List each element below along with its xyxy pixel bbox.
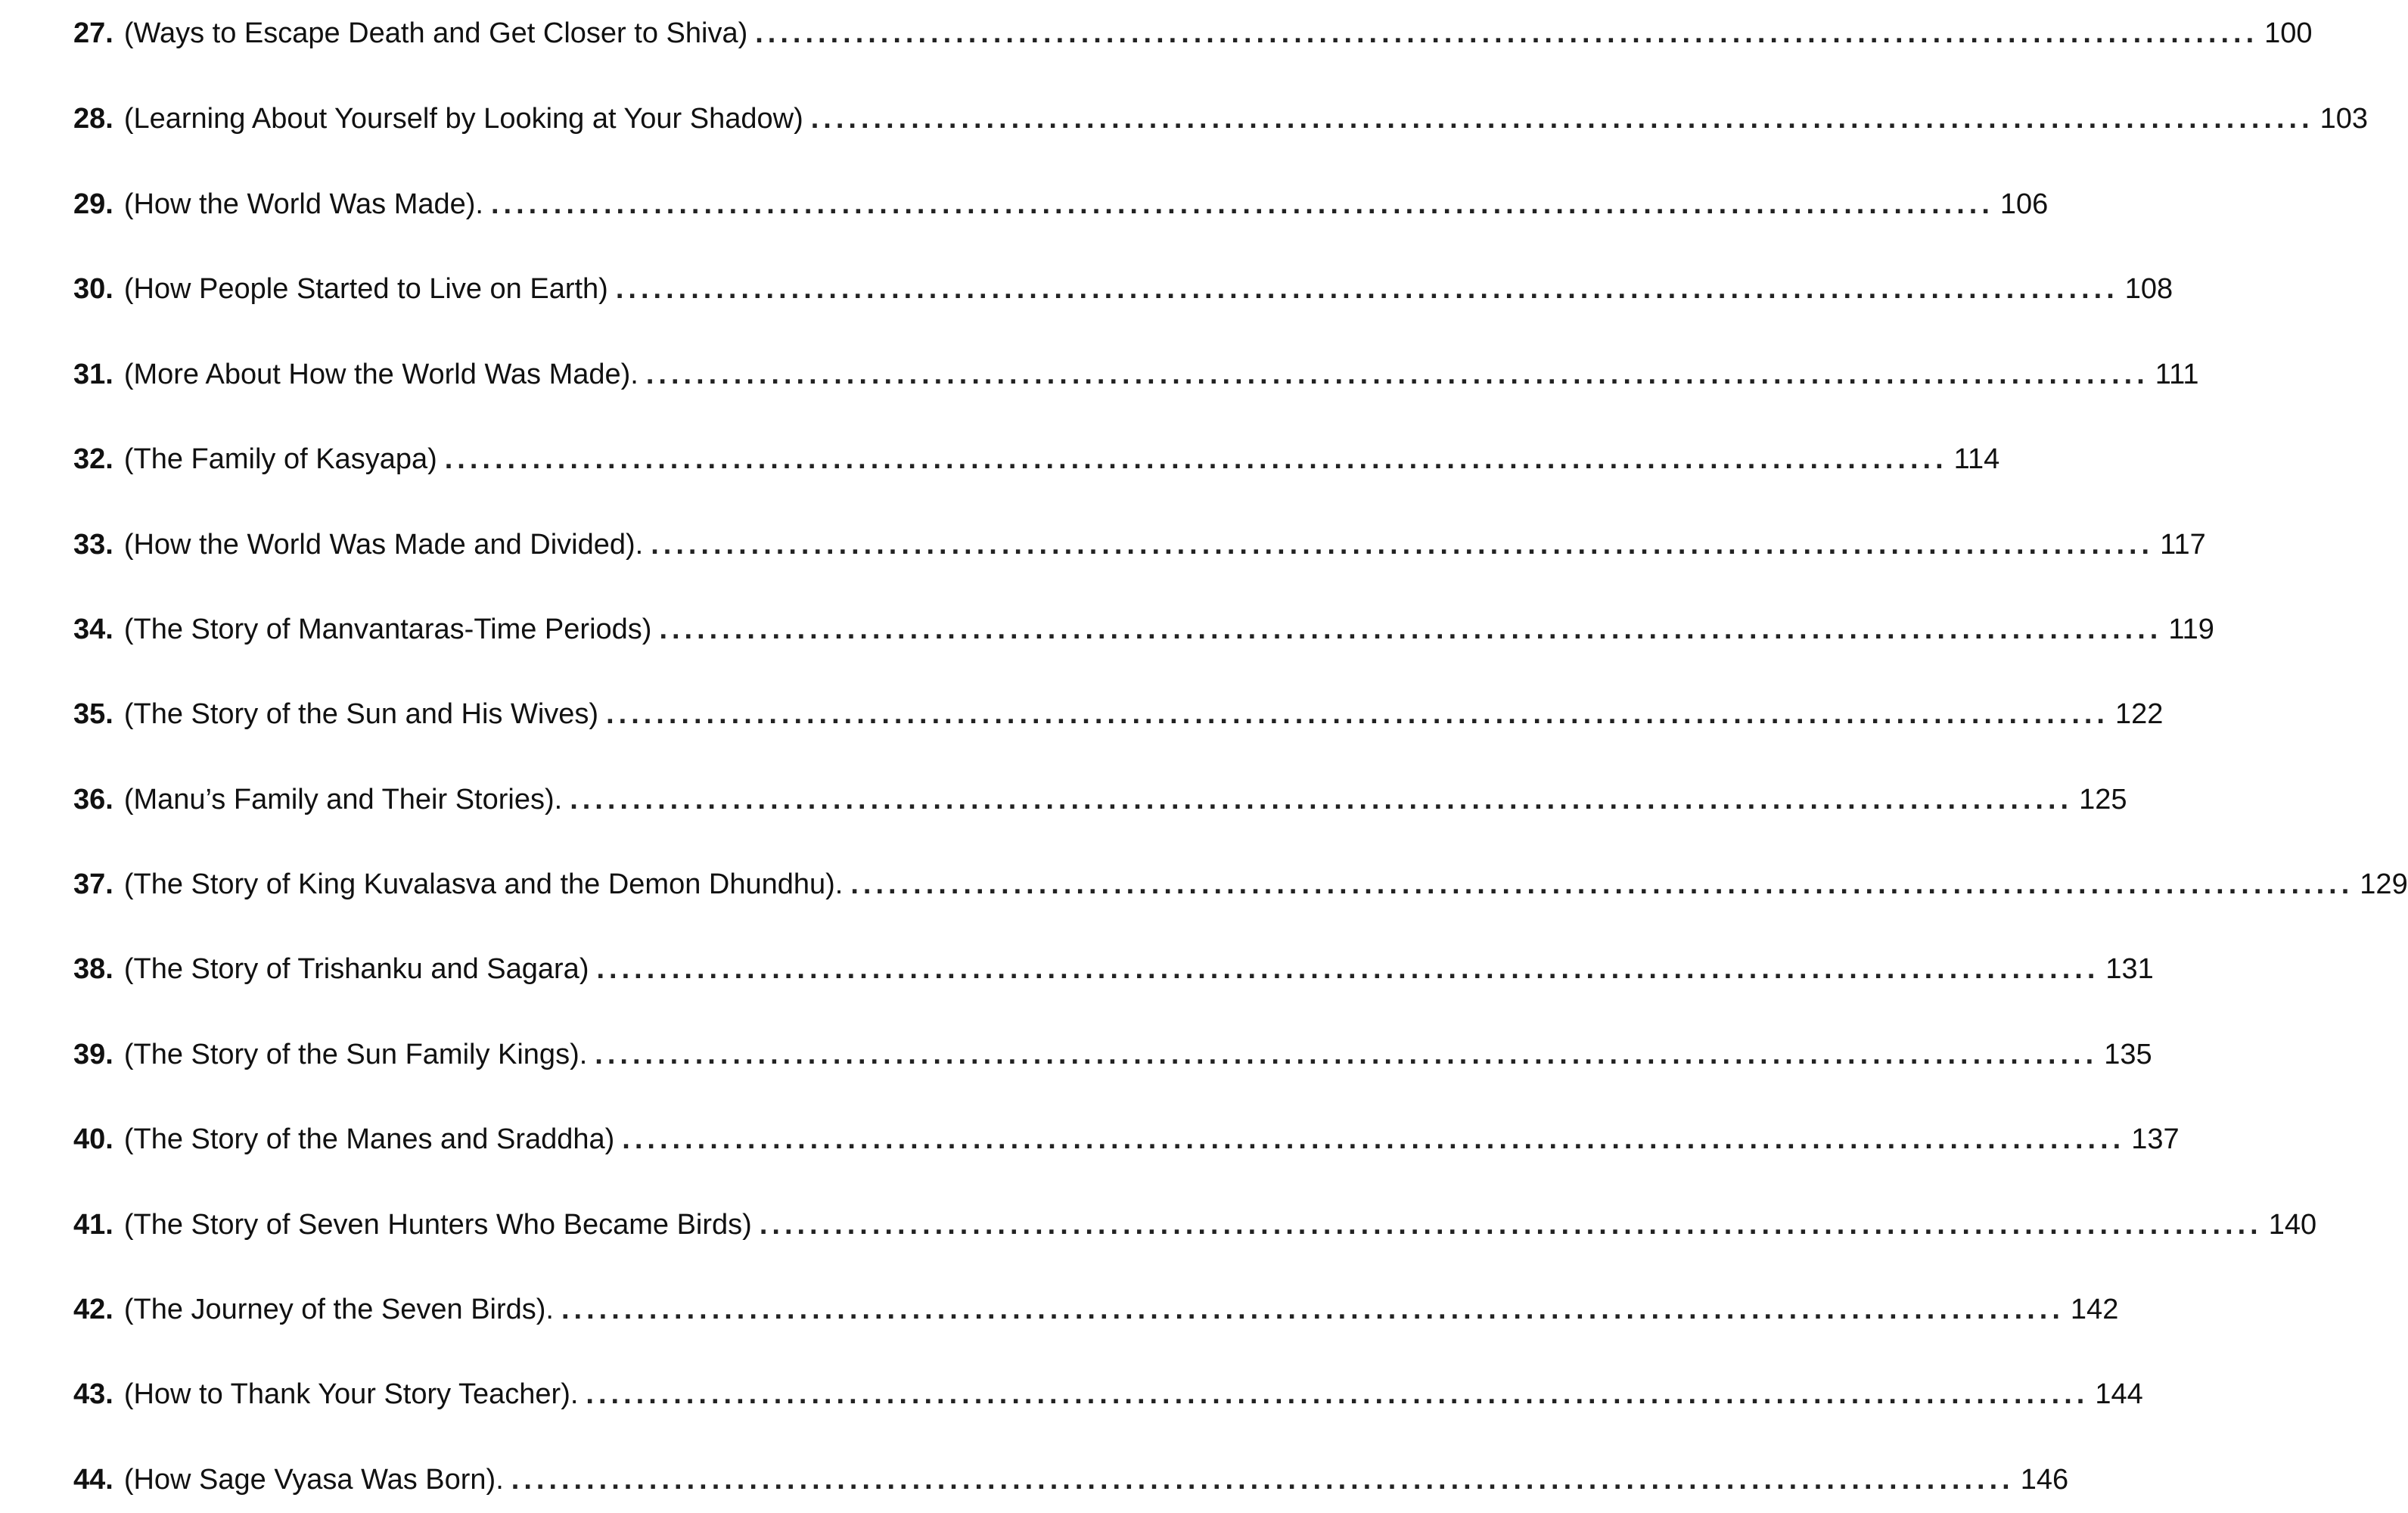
dot-leader: ........................................................................................................................ [444,443,1948,475]
entry-title: (The Story of the Manes and Sraddha) [123,1123,615,1155]
toc-entry [73,352,2199,397]
dot-leader: ........................................................................................................................ [490,188,1994,220]
entry-page-number: 111 [2155,359,2199,390]
entry-page-number: 137 [2131,1123,2180,1155]
entry-title: (The Story of Trishanku and Sagara) [123,953,589,985]
toc-entry [73,96,2369,141]
entry-page-number: 129 [2360,868,2408,900]
entry-page-number: 103 [2319,103,2369,135]
entry-number: 42. [73,1294,113,1325]
entry-page-number: 135 [2104,1039,2152,1070]
entry-number: 28. [73,103,113,135]
entry-page-number: 144 [2095,1378,2143,1410]
entry-number: 38. [73,953,113,985]
dot-leader: ........................................................................................................................ [561,1294,2065,1325]
entry-number: 27. [73,17,113,49]
toc-entry [73,1372,2143,1417]
entry-title: (How the World Was Made). [123,188,483,220]
entry-page-number: 100 [2264,17,2313,49]
entry-page-number: 131 [2105,953,2154,985]
entry-title: (The Story of the Sun Family Kings). [123,1039,588,1070]
toc-entry [73,437,2000,482]
entry-title: (The Story of Seven Hunters Who Became Birds) [123,1209,752,1241]
toc-entry [73,777,2127,822]
dot-leader: ........................................................................................................................ [570,784,2074,816]
entry-title: (The Story of Manvantaras-Time Periods) [123,614,652,645]
entry-number: 36. [73,784,113,816]
entry-number: 29. [73,188,113,220]
entry-title: (How to Thank Your Story Teacher). [123,1378,579,1410]
entry-number: 44. [73,1464,113,1496]
dot-leader: ........................................................................................................................ [759,1209,2263,1241]
entry-title: (The Family of Kasyapa) [123,443,437,475]
toc-entry [73,1032,2152,1077]
entry-number: 35. [73,698,113,730]
toc-entry [73,1117,2180,1162]
toc-entry [73,691,2164,737]
dot-leader: ........................................................................................................................ [645,359,2149,390]
entry-page-number: 122 [2115,698,2164,730]
dot-leader: ........................................................................................................................ [659,614,2163,645]
entry-page-number: 108 [2124,273,2173,305]
dot-leader: ........................................................................................................................ [810,103,2314,135]
dot-leader: ........................................................................................................................ [755,17,2259,49]
dot-leader: ........................................................................................................................ [606,698,2109,730]
entry-title: (How Sage Vyasa Was Born). [123,1464,504,1496]
entry-title: (The Story of the Sun and His Wives) [123,698,599,730]
entry-page-number: 140 [2268,1209,2317,1241]
entry-number: 31. [73,359,113,390]
entry-number: 32. [73,443,113,475]
entry-number: 34. [73,614,113,645]
entry-page-number: 114 [1953,443,2000,475]
dot-leader: ........................................................................................................................ [622,1123,2126,1155]
dot-leader: ........................................................................................................................ [651,529,2155,561]
entry-number: 37. [73,868,113,900]
entry-number: 40. [73,1123,113,1155]
toc-entry [73,1287,2119,1332]
entry-page-number: 117 [2160,529,2206,561]
toc-entry [73,862,2408,907]
toc-entry [73,946,2154,992]
entry-title: (How People Started to Live on Earth) [123,273,608,305]
toc-entry [73,522,2206,567]
entry-page-number: 119 [2168,614,2214,645]
dot-leader: ........................................................................................................................ [586,1378,2090,1410]
entry-title: (More About How the World Was Made). [123,359,639,390]
entry-number: 43. [73,1378,113,1410]
entry-page-number: 146 [2020,1464,2069,1496]
toc-entry [73,266,2173,312]
entry-title: (How the World Was Made and Divided). [123,529,644,561]
entry-number: 41. [73,1209,113,1241]
toc-entry [73,11,2313,56]
entry-number: 39. [73,1039,113,1070]
dot-leader: ........................................................................................................................ [511,1464,2015,1496]
entry-page-number: 106 [1999,188,2049,220]
entry-number: 30. [73,273,113,305]
toc-entry [73,182,2049,227]
entry-page-number: 142 [2070,1294,2119,1325]
dot-leader: ........................................................................................................................ [850,868,2354,900]
dot-leader: ........................................................................................................................ [596,953,2100,985]
dot-leader: ........................................................................................................................ [595,1039,2099,1070]
toc-entry [73,1202,2317,1247]
entry-title: (Learning About Yourself by Looking at Your Shadow) [123,103,803,135]
entry-title: (The Story of King Kuvalasva and the Demon Dhundhu). [123,868,844,900]
entry-number: 33. [73,529,113,561]
entry-title: (Ways to Escape Death and Get Closer to Shiva) [123,17,748,49]
toc-entry [73,607,2214,652]
toc-entry [73,1457,2069,1502]
entry-title: (Manu’s Family and Their Stories). [123,784,563,816]
entry-page-number: 125 [2079,784,2127,816]
entry-title: (The Journey of the Seven Birds). [123,1294,554,1325]
dot-leader: ........................................................................................................................ [615,273,2119,305]
